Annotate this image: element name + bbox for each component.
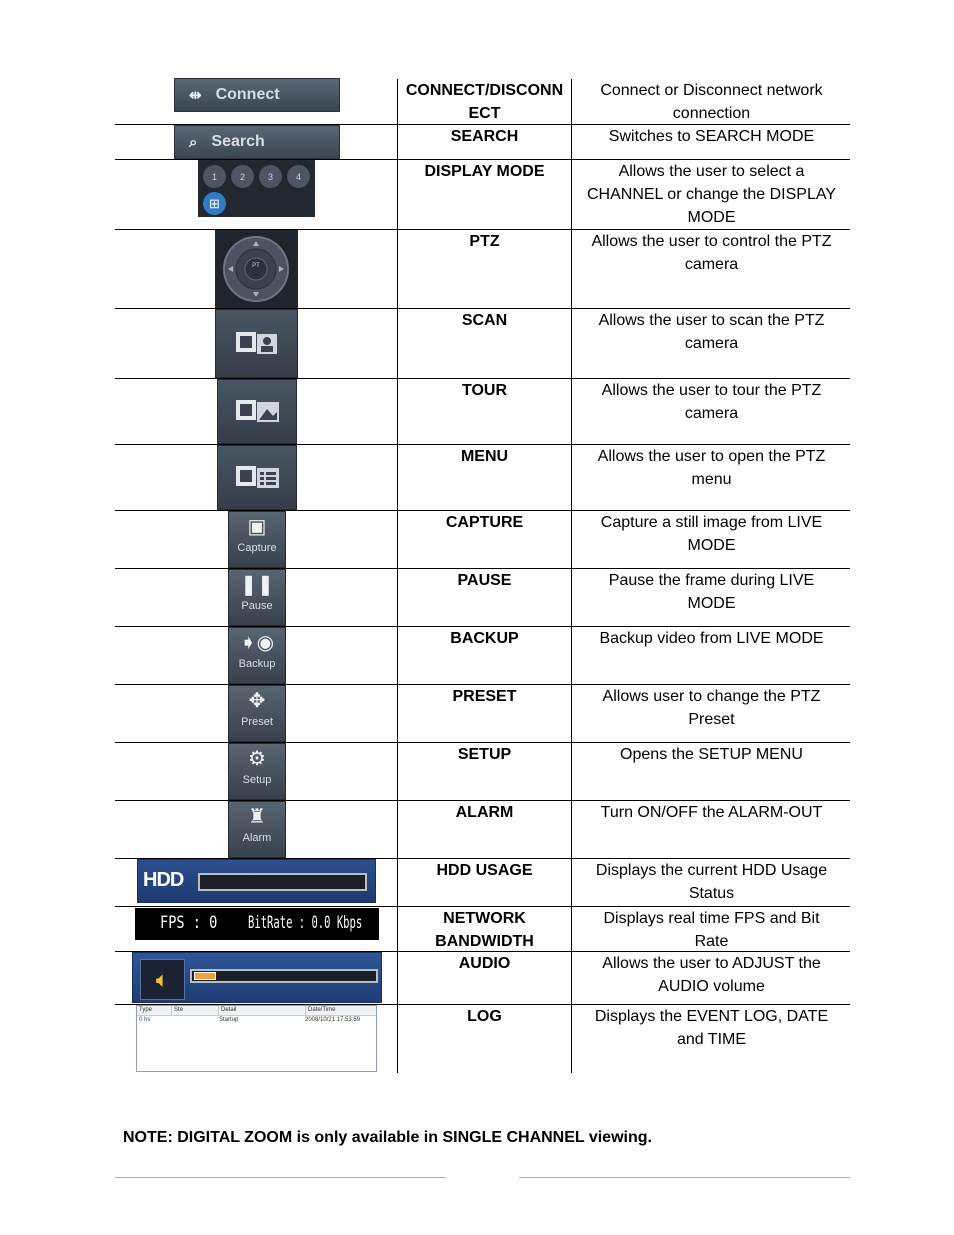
alarm-label: Alarm	[242, 832, 272, 844]
ptz-joystick-panel	[215, 230, 298, 308]
description-line: and TIME	[676, 1031, 747, 1048]
capture-label: Capture	[237, 542, 277, 554]
feature-description	[573, 743, 850, 800]
feature-name	[397, 309, 572, 378]
feature-name-line: ECT	[468, 105, 501, 122]
feature-description	[573, 569, 850, 626]
tour-icon	[218, 380, 298, 445]
description-line: MODE	[687, 595, 736, 612]
log-cell: 0 hs	[139, 1017, 151, 1023]
description-line: Allows the user to open the PTZ	[597, 448, 826, 465]
icon-cell	[115, 952, 397, 1004]
icon-cell	[115, 511, 397, 568]
description-line: Turn ON/OFF the ALARM-OUT	[600, 804, 823, 821]
scan-icon	[216, 310, 299, 379]
description-line: Preset	[688, 711, 735, 728]
icon-cell	[115, 743, 397, 800]
feature-name-line: CONNECT/DISCONN	[405, 82, 564, 99]
channel-4-icon: 4	[287, 165, 310, 188]
feature-name-line: SEARCH	[450, 128, 519, 145]
display-mode-panel	[198, 160, 315, 217]
channel-3-icon: 3	[259, 165, 282, 188]
log-row	[137, 1016, 376, 1025]
icon-cell	[115, 1005, 397, 1073]
description-line: menu	[691, 471, 732, 488]
table-row-pause	[115, 569, 850, 627]
audio-volume-image	[132, 952, 382, 1003]
log-cell: Startup	[219, 1017, 239, 1023]
plug-icon: ⇹	[189, 87, 202, 104]
table-row-setup	[115, 743, 850, 801]
description-line: Allows user to change the PTZ	[602, 688, 821, 705]
event-log-image	[136, 1005, 377, 1072]
preset-camera-icon: ✥	[248, 690, 266, 712]
feature-name-line: PTZ	[469, 233, 500, 250]
ptz-dial-icon	[215, 230, 298, 308]
menu-button-image	[217, 445, 297, 510]
table-row-preset	[115, 685, 850, 743]
description-line: Allows the user to control the PTZ	[591, 233, 832, 250]
feature-name	[397, 79, 572, 124]
feature-name	[397, 952, 572, 1004]
table-row-ptz	[115, 230, 850, 309]
description-line: camera	[684, 405, 739, 422]
feature-name-line: SETUP	[457, 746, 512, 763]
feature-name-line: CAPTURE	[445, 514, 524, 531]
bandwidth-readout-image	[135, 908, 379, 940]
feature-description	[573, 859, 850, 906]
feature-name	[397, 160, 572, 229]
alarm-beacon-icon: ♜	[248, 806, 266, 828]
table-row-display-mode	[115, 160, 850, 230]
feature-description	[573, 1005, 850, 1073]
description-line: Capture a still image from LIVE	[600, 514, 823, 531]
table-row-scan	[115, 309, 850, 379]
icon-cell	[115, 125, 397, 159]
feature-description	[573, 445, 850, 510]
icon-cell	[115, 309, 397, 378]
feature-name	[397, 801, 572, 858]
bitrate-readout: BitRate : 0.0 Kbps	[248, 913, 363, 933]
description-line: Allows the user to scan the PTZ	[598, 312, 825, 329]
pause-button-image	[228, 569, 286, 626]
icon-cell	[115, 230, 397, 308]
quad-view-icon: ⊞	[203, 192, 226, 215]
connect-label: Connect	[215, 86, 280, 103]
feature-description	[573, 627, 850, 684]
feature-description	[573, 160, 850, 229]
log-col-datetime: Date/Time	[308, 1007, 336, 1013]
icon-cell	[115, 801, 397, 858]
hdd-usage-bar-image	[137, 859, 376, 903]
speaker-icon: 🔈︎	[140, 959, 185, 1000]
description-line: Allows the user to ADJUST the	[602, 955, 821, 972]
feature-name-line: LOG	[467, 1008, 502, 1025]
feature-description	[573, 952, 850, 1004]
description-line: connection	[672, 105, 751, 122]
description-line: Connect or Disconnect network	[600, 82, 823, 99]
digital-zoom-note: NOTE: DIGITAL ZOOM is only available in SINGLE CHANNEL viewing.	[123, 1129, 652, 1146]
feature-name-line: AUDIO	[458, 955, 511, 972]
icon-cell	[115, 685, 397, 742]
icon-cell	[115, 627, 397, 684]
feature-name	[397, 445, 572, 510]
icon-cell	[115, 379, 397, 444]
capture-button-image	[228, 511, 286, 568]
fps-readout: FPS : 0	[160, 913, 218, 933]
feature-name-line: SCAN	[461, 312, 508, 329]
footer-rule-right	[519, 1177, 850, 1178]
table-row-audio	[115, 952, 850, 1005]
backup-disc-icon: ➧◉	[239, 632, 275, 654]
feature-name-line: PRESET	[452, 688, 517, 705]
description-line: Displays real time FPS and Bit	[603, 910, 820, 927]
description-line: MODE	[687, 537, 736, 554]
connect-button-image	[174, 78, 340, 112]
search-icon: ⌕	[189, 133, 198, 151]
feature-description	[573, 125, 850, 159]
volume-slider	[190, 969, 378, 983]
feature-description	[573, 379, 850, 444]
table-row-capture	[115, 511, 850, 569]
ptz-center-label: PT	[252, 263, 260, 269]
table-row-menu	[115, 445, 850, 511]
description-line: Rate	[694, 933, 729, 950]
table-row-hdd-usage	[115, 859, 850, 907]
feature-description	[573, 79, 850, 124]
footer-rule-left	[115, 1177, 446, 1178]
feature-name-line: HDD USAGE	[436, 862, 533, 879]
feature-name-line: DISPLAY MODE	[424, 163, 545, 180]
feature-description	[573, 309, 850, 378]
feature-name	[397, 627, 572, 684]
feature-name	[397, 907, 572, 951]
feature-description	[573, 685, 850, 742]
channel-2-icon: 2	[231, 165, 254, 188]
feature-name	[397, 230, 572, 308]
feature-name-line: MENU	[460, 448, 509, 465]
feature-name	[397, 1005, 572, 1073]
pause-label: Pause	[241, 600, 273, 612]
scan-button-image	[215, 309, 298, 378]
description-line: Status	[688, 885, 735, 902]
hdd-usage-meter	[198, 873, 367, 891]
description-line: Backup video from LIVE MODE	[599, 630, 824, 647]
feature-name-line: PAUSE	[457, 572, 512, 589]
table-row-alarm	[115, 801, 850, 859]
ptz-menu-icon	[218, 446, 298, 511]
pause-icon: ❚❚	[240, 574, 274, 596]
icon-cell	[115, 859, 397, 906]
log-cell	[171, 1016, 217, 1025]
feature-name	[397, 379, 572, 444]
feature-name	[397, 511, 572, 568]
volume-slider-handle	[194, 972, 216, 980]
icon-cell	[115, 160, 397, 229]
log-header	[137, 1006, 376, 1016]
description-line: Allows the user to select a	[618, 163, 805, 180]
backup-button-image	[228, 627, 286, 684]
description-line: camera	[684, 335, 739, 352]
alarm-button-image	[228, 801, 286, 858]
table-row-tour	[115, 379, 850, 445]
feature-name	[397, 743, 572, 800]
backup-label: Backup	[238, 658, 276, 670]
channel-1-icon: 1	[203, 165, 226, 188]
preset-label: Preset	[241, 716, 273, 728]
feature-description	[573, 230, 850, 308]
feature-description	[573, 511, 850, 568]
feature-name-line: BANDWIDTH	[435, 933, 534, 950]
description-line: camera	[684, 256, 739, 273]
feature-name	[397, 685, 572, 742]
capture-icon: ▣	[247, 516, 267, 538]
setup-label: Setup	[242, 774, 272, 786]
table-row-connect	[115, 79, 850, 125]
description-line: Opens the SETUP MENU	[620, 746, 803, 763]
feature-name	[397, 569, 572, 626]
table-row-search	[115, 125, 850, 160]
log-cell: 2008/10/21 17:53:59	[305, 1017, 361, 1023]
setup-button-image	[228, 743, 286, 800]
search-button-image	[174, 125, 340, 159]
description-line: CHANNEL or change the DISPLAY	[586, 186, 836, 203]
feature-name-line: ALARM	[455, 804, 514, 821]
description-line: Allows the user to tour the PTZ	[601, 382, 822, 399]
feature-name-line: BACKUP	[450, 630, 519, 647]
description-line: Switches to SEARCH MODE	[608, 128, 815, 145]
description-line: AUDIO volume	[658, 978, 765, 995]
icon-cell	[115, 569, 397, 626]
preset-button-image	[228, 685, 286, 742]
feature-name	[397, 125, 572, 159]
icon-cell	[115, 445, 397, 510]
feature-description	[573, 907, 850, 951]
description-line: MODE	[687, 209, 736, 226]
table-row-network-bandwidth	[115, 907, 850, 952]
description-line: Pause the frame during LIVE	[608, 572, 815, 589]
hdd-label: HDD	[143, 869, 184, 891]
feature-name	[397, 859, 572, 906]
log-col-detail: Detail	[219, 1006, 306, 1015]
feature-name-line: TOUR	[461, 382, 508, 399]
log-col-ste: Ste	[172, 1006, 219, 1015]
feature-description	[573, 801, 850, 858]
table-row-log	[115, 1005, 850, 1073]
icon-cell	[115, 79, 397, 124]
table-row-backup	[115, 627, 850, 685]
tour-button-image	[217, 379, 297, 444]
search-label: Search	[211, 133, 265, 150]
description-line: Displays the current HDD Usage	[595, 862, 828, 879]
setup-gear-icon: ⚙	[248, 748, 266, 770]
description-line: Displays the EVENT LOG, DATE	[594, 1008, 829, 1025]
log-col-type: Type	[137, 1006, 172, 1015]
icon-cell	[115, 907, 397, 951]
feature-name-line: NETWORK	[443, 910, 526, 927]
